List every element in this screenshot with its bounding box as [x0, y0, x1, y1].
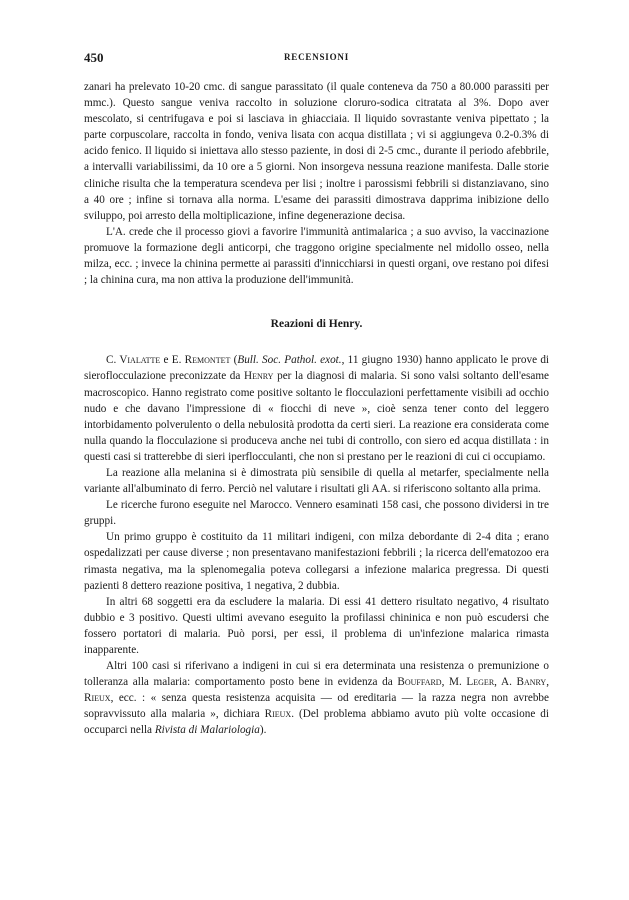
section-heading: Reazioni di Henry.: [270, 318, 363, 331]
section-title: RECENSIONI: [283, 52, 349, 62]
paragraph: Un primo gruppo è costituito da 11 militari indigeni, con milza debordante di 2-4 dita ; erano ospedalizzati per cause diverse ; non presentavano manifestazioni febbrili ; la ricerca dell'ematozoo era rimasta negativa, ma la splenomegalia poteva collegarsi a infezione malarica pregressa. Di questi pazienti 8 dettero reazione positiva, 1 negativa, 2 dubbia.: [84, 531, 549, 592]
paragraph: La reazione alla melanina si è dimostrata più sensibile di quella al metarfer, specialmente nella variante all'albuminato di ferro. Perciò nel valutare i risultati gli AA. si riferiscono soltanto alla prima.: [84, 466, 549, 496]
article-body: [84, 79, 549, 739]
text-span: , 11 giugno 1930) hanno applicato le prove di sieroflocculazione preconizzate da: [84, 354, 550, 383]
paragraph: Le ricerche furono eseguite nel Marocco. Vennero esaminati 158 casi, che possono dividersi in tre gruppi.: [84, 499, 549, 528]
text-span: ).: [259, 724, 267, 737]
author-name: E. Remontet: [171, 354, 231, 367]
author-names: Bouffard, M. Leger, A. Banry, Rieux: [84, 676, 550, 705]
paragraph: In altri 68 soggetti era da escludere la malaria. Di essi 41 dettero risultato negativo, 4 risultato dubbio e 3 positivo. Questi ultimi avevano eseguito la profilassi chininica e non può escudersi che fossero portatori di malaria. Può porsi, per essi, il problema di un'infezione malarica rimasta inapparente.: [84, 595, 549, 656]
running-head: [84, 50, 549, 68]
text-span: (: [230, 354, 238, 367]
journal-title: Rivista di Malariologia: [154, 724, 260, 737]
text-span: . (Del problema abbiamo avuto più volte occasione di occuparci nella: [84, 708, 549, 737]
author-name: Rieux: [264, 708, 292, 721]
text-span: e: [160, 354, 172, 367]
text-span: , ecc. : « senza questa resistenza acquisita — od ereditaria — la razza negra non avrebbe sopravvissuto alla malaria », dichiara: [84, 692, 549, 721]
text-span: per la diagnosi di malaria. Si sono valsi soltanto dell'esame macroscopico. Hanno registrato come positive soltanto le flocculazioni perfettamente visibili ad occhio nudo e che davano l'impressione di « fiocchi di neve », cioè senza tener conto del leggero intorbidamento polverulento o della nebulosità prodotta da certi sieri. La reazione era considerata come nulla quando la flocculazione si produceva anche nei tubi di controllo, con siero ed acqua distillata : in questi casi si tratterebbe di sieri iperflocculanti, che non si prestano per le reazioni di cui ci occupiamo.: [84, 370, 550, 463]
page-number: 450: [84, 50, 104, 65]
paragraph: zanari ha prelevato 10-20 cmc. di sangue parassitato (il quale conteneva da 750 a 80.000 parassiti per mmc.). Questo sangue veniva raccolto in soluzione cloruro-sodica citratata al 3%. Dopo aver mescolato, si centrifugava e poi si lasciava in ghiacciaia. Il liquido sovrastante veniva pipettato ; la parte corpuscolare, raccolta in fondo, veniva lisata con acqua distillata ; vi si aggiungeva 0.2-0.3% di acido fenico. Il liquido si iniettava allo stesso paziente, in dosi di 2-5 cmc., durante il periodo afebbrile, a intervalli variabilissimi, da 10 ore a 5 giorni. Non insorgeva nessuna reazione manifesta. Dalle storie cliniche risulta che la temperatura scendeva per lisi ; inoltre i parossismi febbrili si distanziavano, sino a 40 ore ; infine si tornava alla norma. L'esame dei parassiti dimostrava dapprima inibizione dello sviluppo, poi arresto della moltiplicazione, infine degenerazione decisa.: [84, 81, 549, 222]
author-name: Henry: [244, 370, 274, 383]
journal-title: Bull. Soc. Pathol. exot.: [237, 354, 342, 367]
text-span: Altri 100 casi si riferivano a indigeni in cui si era determinata una resistenza o premunizione o tolleranza alla malaria: comportamento posto bene in evidenza da: [84, 660, 549, 689]
author-name: C. Vialatte: [106, 354, 161, 367]
paragraph: [84, 352, 549, 465]
paragraph: [84, 658, 549, 738]
paragraph: L'A. crede che il processo giovi a favorire l'immunità antimalarica ; a suo avviso, la vaccinazione promuove la formazione degli anticorpi, che traggono origine specialmente nel midollo osseo, nella milza, ecc. ; invece la chinina permette ai parassiti d'innicchiarsi in questi organi, ove restano poi difesi ; la chinina cura, ma non attiva la produzione dell'immunità.: [84, 225, 549, 287]
